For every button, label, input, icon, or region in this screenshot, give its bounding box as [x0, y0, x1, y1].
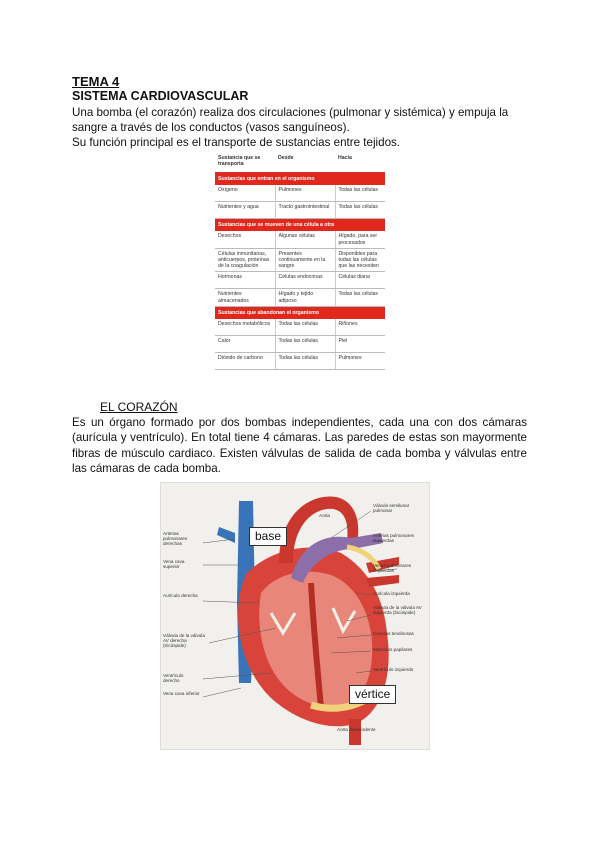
intro-paragraph	[72, 105, 532, 150]
table-cell: Todas las células	[335, 202, 385, 219]
table-cell: Algunas células	[275, 231, 335, 248]
descending-aorta-label: Aorta descendente	[337, 727, 376, 732]
figure-label-left: Arterias pulmonares derechas	[163, 531, 188, 547]
transport-table	[215, 153, 385, 383]
figure-label-right: Válvula semilunar pulmonar	[373, 503, 410, 514]
chapter-title: TEMA 4	[72, 74, 120, 89]
table-row	[215, 231, 385, 248]
base-tag: base	[249, 527, 287, 546]
figure-label-left: Aurícula derecha	[163, 593, 198, 598]
table-header-row	[215, 153, 385, 173]
figure-label-right: Ventrículo izquierdo	[373, 667, 414, 672]
table-cell: Nutrientes almacenados	[215, 289, 275, 306]
table-section-title: Sustancias que entran en el organismo	[215, 173, 385, 186]
table-row	[215, 289, 385, 306]
table-row	[215, 185, 385, 202]
transport-table-grid	[215, 153, 385, 370]
table-cell: Pulmones	[335, 353, 385, 370]
table-cell: Células diana	[335, 272, 385, 289]
table-cell: Pulmones	[275, 185, 335, 202]
table-cell: Todas las células	[335, 185, 385, 202]
table-cell: Riñones	[335, 319, 385, 336]
table-section-row	[215, 219, 385, 232]
table-header: Desde	[275, 153, 335, 173]
chapter-subtitle: SISTEMA CARDIOVASCULAR	[72, 89, 249, 103]
heart-paragraph: Es un órgano formado por dos bombas independientes, cada una con dos cámaras (aurícula y ventrículo). En total tiene 4 cámaras. Las paredes de estas son mayormente fibras de músculo cardiaco. Existen válvulas de salida de cada bomba y válvulas entre las cámaras de cada bomba.	[72, 416, 527, 475]
figure-label-left: Ventrículo derecho	[163, 673, 184, 684]
table-row	[215, 336, 385, 353]
table-cell: Desechos	[215, 231, 275, 248]
table-section-title: Sustancias que abandonan el organismo	[215, 306, 385, 319]
table-cell: Oxígeno	[215, 185, 275, 202]
figure-label-right: Arterias pulmonares izquierdas	[373, 533, 415, 544]
section-title: EL CORAZÓN	[100, 400, 178, 414]
table-cell: Presentes continuamente en la sangre	[275, 248, 335, 272]
figure-label-left: Vena cava superior	[163, 559, 185, 570]
table-row	[215, 272, 385, 289]
vertex-tag: vértice	[349, 685, 396, 704]
table-cell: Hígado, para ser procesados	[335, 231, 385, 248]
table-cell: Disponibles para todas las células que las necesiten	[335, 248, 385, 272]
table-row	[215, 319, 385, 336]
pulmonary-artery-right-shape	[217, 527, 235, 543]
heart-illustration	[161, 483, 429, 749]
table-cell: Hígado y tejido adiposo	[275, 289, 335, 306]
table-cell: Todas las células	[275, 319, 335, 336]
figure-label-right: Cuerdas tendinosas	[373, 631, 414, 636]
aorta-label: Aorta	[319, 513, 330, 518]
table-cell: Calor	[215, 336, 275, 353]
table-header: Hacia	[335, 153, 385, 173]
table-cell: Células inmunitarias, anticuerpos, proteínas de la coagulación	[215, 248, 275, 272]
table-cell: Tracto gastrointestinal	[275, 202, 335, 219]
table-cell: Desechos metabólicos	[215, 319, 275, 336]
table-cell: Células endocrinas	[275, 272, 335, 289]
table-cell: Todas las células	[275, 353, 335, 370]
table-cell: Nutrientes y agua	[215, 202, 275, 219]
table-cell: Dióxido de carbono	[215, 353, 275, 370]
intro-line-2: Su función principal es el transporte de sustancias entre tejidos.	[72, 136, 401, 149]
pulmonary-vein-shape	[366, 575, 399, 587]
table-row	[215, 248, 385, 272]
figure-label-right: Venas pulmonares izquierdas	[373, 563, 412, 574]
table-cell: Hormonas	[215, 272, 275, 289]
table-section-title: Sustancias que se mueven de una célula a otra	[215, 219, 385, 232]
table-section-row	[215, 173, 385, 186]
table-row	[215, 353, 385, 370]
table-cell: Todas las células	[335, 289, 385, 306]
table-cell: Piel	[335, 336, 385, 353]
intro-line-1: Una bomba (el corazón) realiza dos circulaciones (pulmonar y sistémica) y empuja la sangre a través de los conductos (vasos sanguíneos).	[72, 106, 509, 134]
table-section-row	[215, 306, 385, 319]
table-row	[215, 202, 385, 219]
figure-label-left: Válvula de la válvula AV derecha (tricúspide)	[163, 633, 205, 649]
figure-label-right: Aurícula izquierda	[373, 591, 410, 596]
figure-label-right: Músculos papilares	[373, 647, 413, 652]
figure-label-left: Vena cava inferior	[163, 691, 200, 696]
table-cell: Todas las células	[275, 336, 335, 353]
figure-label-right: Válvula de la válvula AV izquierda (bicúspide)	[373, 605, 422, 616]
heart-diagram	[160, 482, 430, 750]
table-header: Sustancia que se transporta	[215, 153, 275, 173]
